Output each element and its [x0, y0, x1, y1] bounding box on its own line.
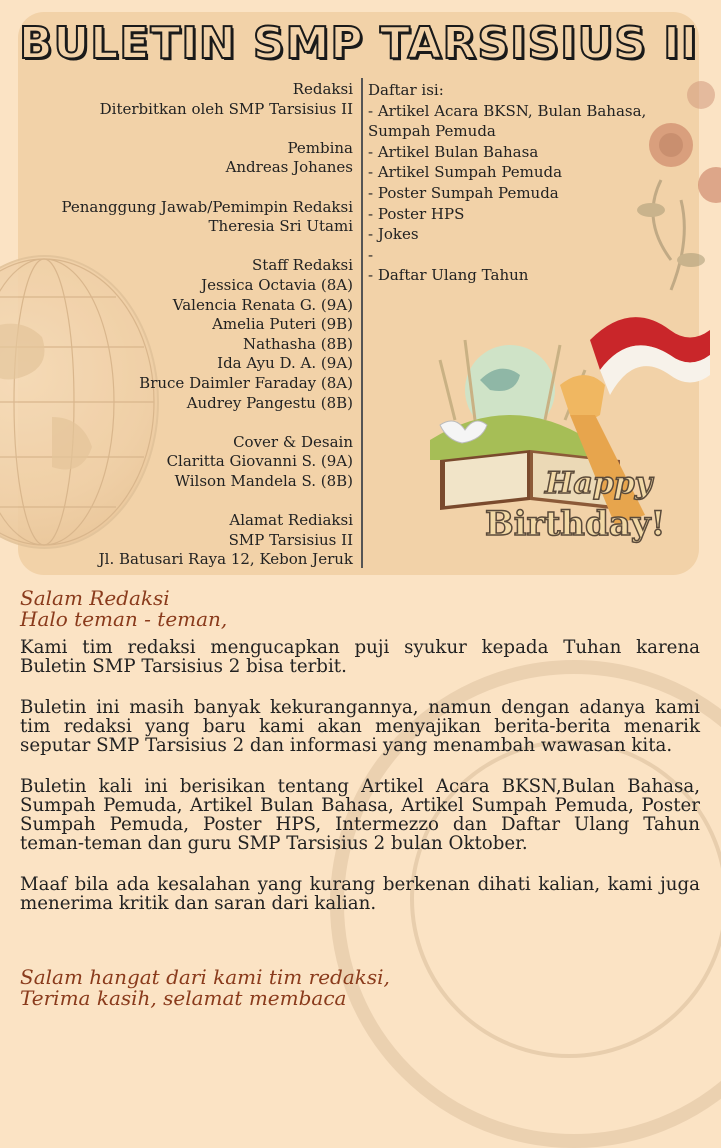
credit-role: Redaksi [292, 80, 353, 98]
toc-item: - Jokes [368, 225, 419, 244]
toc-item: - [368, 245, 374, 264]
toc-item: - Poster HPS [368, 204, 465, 223]
editorial-credits [20, 80, 353, 589]
credit-role: Pembina [287, 138, 353, 157]
salam-header [20, 588, 227, 630]
credit-name: Wilson Mandela S. (8B) [174, 471, 353, 490]
toc-item: - Artikel Acara BKSN, Bulan Bahasa, Sumpah Pemuda [368, 101, 647, 141]
salam-closing [20, 967, 390, 1009]
salam-heading: Salam Redaksi [20, 586, 170, 610]
credit-name: Theresia Sri Utami [208, 217, 353, 236]
credit-role: Cover & Desain [233, 432, 353, 451]
credit-name: Amelia Puteri (9B) [212, 315, 353, 334]
toc-item: - Daftar Ulang Tahun [368, 266, 529, 285]
credit-name: Claritta Giovanni S. (9A) [166, 452, 353, 471]
credit-group-redaksi [20, 80, 353, 119]
closing-line: Salam hangat dari kami tim redaksi, [20, 965, 390, 989]
credit-name: Andreas Johanes [225, 158, 353, 177]
credit-name: Diterbitkan oleh SMP Tarsisius II [99, 99, 353, 118]
credit-name: Nathasha (8B) [242, 334, 353, 353]
credit-name: Jessica Octavia (8A) [201, 275, 353, 294]
column-divider [361, 78, 363, 568]
credit-name: Ida Ayu D. A. (9A) [217, 354, 353, 373]
toc-item: - Artikel Bulan Bahasa [368, 142, 539, 161]
credit-name: Audrey Pangestu (8B) [186, 393, 353, 412]
credit-name: Bruce Daimler Faraday (8A) [139, 373, 353, 392]
salam-paragraph: Kami tim redaksi mengucapkan puji syukur kepada Tuhan karena Buletin SMP Tarsisius 2 bisa terbit. [20, 637, 700, 677]
birthday-text: Birthday! [485, 504, 666, 544]
toc-item: - Poster Sumpah Pemuda [368, 183, 559, 202]
credit-role: Penanggung Jawab/Pemimpin Redaksi [61, 197, 353, 216]
credit-group-cover [20, 433, 353, 492]
birthday-illustration [410, 300, 710, 560]
closing-line: Terima kasih, selamat membaca [20, 986, 347, 1010]
credit-group-penanggung-jawab [20, 198, 353, 237]
credit-group-alamat [20, 511, 353, 570]
salam-paragraph: Maaf bila ada kesalahan yang kurang berkenan dihati kalian, kami juga menerima kritik dan saran dari kalian. [20, 874, 700, 914]
salam-paragraph: Buletin kali ini berisikan tentang Artikel Acara BKSN,Bulan Bahasa, Sumpah Pemuda, Artikel Bulan Bahasa, Artikel Sumpah Pemuda, Poster Sumpah Pemuda, Poster HPS, Intermezzo dan Daftar Ulang Tahun teman-teman dan guru SMP Tarsisius 2 bulan Oktober. [20, 776, 700, 854]
salam-paragraph: Buletin ini masih banyak kekurangannya, namun dengan adanya kami tim redaksi yang baru kami akan menyajikan berita-berita menarik seputar SMP Tarsisius 2 dan informasi yang menambah wawasan kita. [20, 697, 700, 756]
credit-role: Alamat Rediaksi [229, 511, 353, 530]
toc-heading: Daftar isi: [368, 81, 444, 99]
table-of-contents [368, 80, 698, 286]
credit-name: SMP Tarsisius II [228, 530, 353, 549]
credit-name: Jl. Batusari Raya 12, Kebon Jeruk [98, 550, 353, 569]
credit-group-pembina [20, 139, 353, 178]
happy-text: Happy [545, 466, 653, 501]
toc-item: - Artikel Sumpah Pemuda [368, 163, 563, 182]
bulletin-title: BULETIN SMP TARSISIUS II [18, 18, 699, 69]
salam-body [20, 638, 700, 935]
credit-name: Valencia Renata G. (9A) [172, 295, 353, 314]
credit-role: Staff Redaksi [252, 256, 353, 275]
salam-greeting: Halo teman - teman, [20, 607, 228, 631]
credit-group-staff [20, 256, 353, 413]
